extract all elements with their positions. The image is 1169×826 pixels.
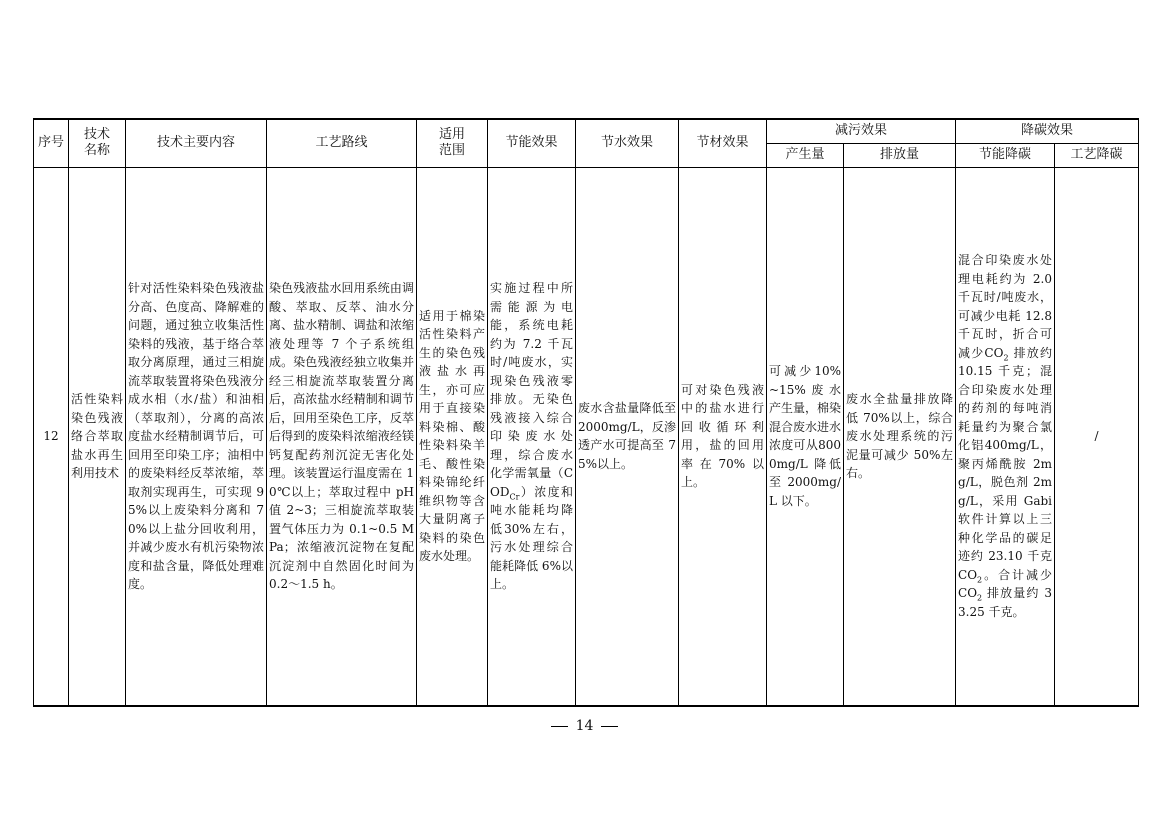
energy-carbon-text-c: 。合计减少 CO — [958, 567, 1053, 601]
header-material-saving: 节材效果 — [679, 119, 767, 167]
header-emission: 排放量 — [844, 143, 956, 167]
co2-subscript-2: 2 — [977, 575, 983, 585]
header-seq: 序号 — [34, 119, 69, 167]
co2-subscript-1: 2 — [1003, 353, 1009, 363]
header-energy-saving: 节能效果 — [488, 119, 576, 167]
table-row — [34, 167, 1139, 706]
header-carbon-reduction: 降碳效果 — [956, 119, 1139, 143]
cell-process-route: 染色残液盐水回用系统由调酸、萃取、反萃、油水分离、盐水精制、调盐和浓缩液处理等 7 个子系统组成。染色残液经独立收集并经三相旋流萃取装置分离后，高浓盐水经精制和调节后，回用至染色工序，反萃后得到的废染料浓缩液经镁钙复配药剂沉淀无害化处理。该装置运行温度需在 10℃以上；萃取过程中 pH 值 2~3；三相旋流萃取装置气体压力为 0.1~0.5 MPa；浓缩液沉淀物在复配沉淀剂中自然固化时间为 0.2～1.5 h。 — [267, 167, 417, 706]
cell-material-saving: 可对染色残液中的盐水进行回收循环利用，盐的回用率在70%以上。 — [679, 167, 767, 706]
dash-right — [601, 726, 618, 727]
energy-carbon-text-a: 混合印染废水处理电耗约为 2.0 千瓦时/吨废水，可减少电耗 12.8 千瓦时，折合可减少CO — [958, 253, 1053, 360]
dash-left — [551, 726, 568, 727]
cell-energy-saving — [488, 167, 576, 706]
cell-tech-name: 活性染料染色残液络合萃取盐水再生利用技术 — [69, 167, 126, 706]
cell-main-content: 针对活性染料染色残液盐分高、色度高、降解难的问题，通过独立收集活性染料的残液，基于络合萃取分离原理，通过三相旋流萃取装置将染色残液分成水相（水/盐）和油相（萃取剂），分离的高浓度盐水经精制调节后，可回用至印染工序；油相中的废染料经反萃浓缩，萃取剂实现再生，可实现 95%以上废染料分离和 70%以上盐分回收利用，并减少废水有机污染物浓度和盐含量，降低处理难度。 — [126, 167, 267, 706]
energy-saving-text-b: ）浓度和吨水能耗均降低30%左右，污水处理综合能耗降低 6%以上。 — [490, 484, 573, 591]
header-production: 产生量 — [767, 143, 844, 167]
energy-carbon-text-b: 排放约10.15 千克；混合印染废水处理的药剂的每吨消耗量约为聚合氯化铝400mg/L，聚丙烯酰胺 2mg/L，脱色剂 2mg/L，采用 Gabi 软件计算以上三种化学品的碳足迹约 23.10 千克 CO — [958, 345, 1053, 582]
header-process-carbon: 工艺降碳 — [1055, 143, 1139, 167]
cell-process-carbon: / — [1055, 167, 1139, 706]
energy-carbon-text-d: 排放量约 33.25 千克。 — [958, 586, 1053, 619]
co2-subscript-3: 2 — [977, 593, 983, 603]
energy-saving-text-a: 实施过程中所需能源为电能，系统电耗约为 7.2 千瓦时/吨废水，实现染色残液零排放。无染色残液接入综合印染废水处理，综合废水化学需氧量（COD — [490, 281, 573, 499]
header-energy-carbon: 节能降碳 — [956, 143, 1055, 167]
page-footer — [0, 716, 1169, 736]
header-tech-name: 技术 名称 — [69, 119, 126, 167]
cell-scope: 适用于棉染活性染料产生的染色残液盐水再生，亦可应用于直接染料染棉、酸性染料染羊毛、酸性染料染锦纶纤维织物等含大量阴离子染料的染色废水处理。 — [417, 167, 488, 706]
cell-seq: 12 — [34, 167, 69, 706]
cell-water-saving: 废水含盐量降低至 2000mg/L，反渗透产水可提高至 75%以上。 — [576, 167, 679, 706]
cell-energy-carbon — [956, 167, 1055, 706]
header-process-route: 工艺路线 — [267, 119, 417, 167]
cell-emission: 废水全盐量排放降低 70%以上，综合废水处理系统的污泥量可减少 50%左右。 — [844, 167, 956, 706]
header-water-saving: 节水效果 — [576, 119, 679, 167]
header-scope: 适用 范围 — [417, 119, 488, 167]
page-number: 14 — [575, 718, 594, 734]
energy-saving-subscript: Cr — [509, 491, 520, 501]
cell-production: 可减少10%~15%废水产生量，棉染混合废水进水浓度可从8000mg/L 降低至2000mg/L 以下。 — [767, 167, 844, 706]
technology-table — [33, 118, 1139, 707]
header-pollution-reduction: 减污效果 — [767, 119, 956, 143]
header-main-content: 技术主要内容 — [126, 119, 267, 167]
